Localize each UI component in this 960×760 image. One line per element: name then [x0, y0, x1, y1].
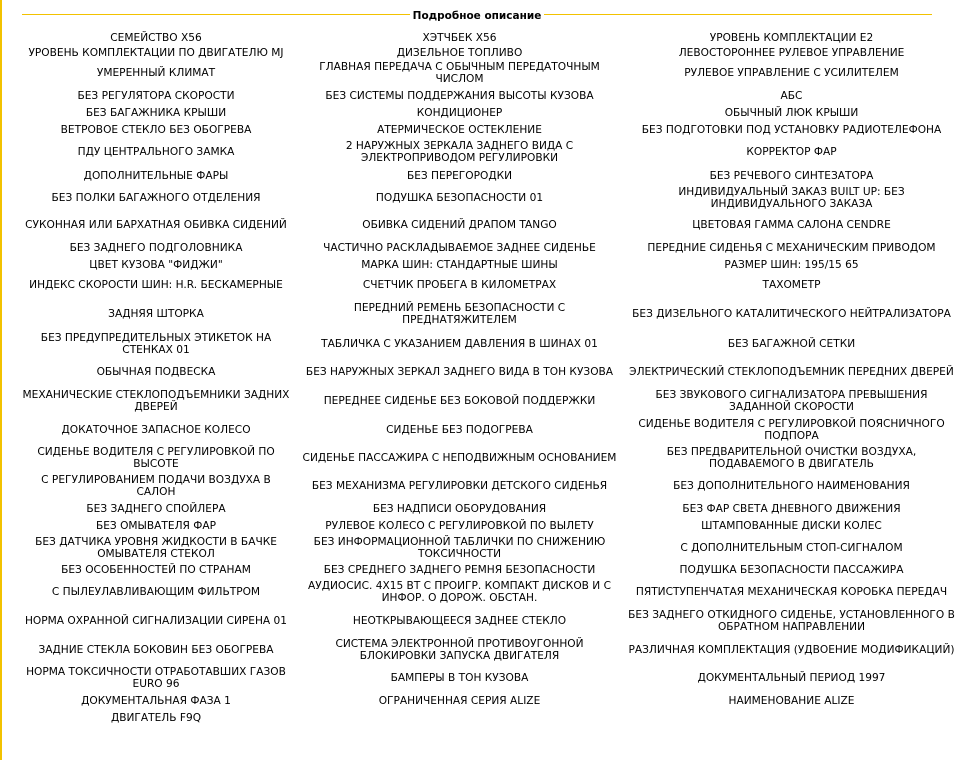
table-row — [18, 239, 958, 257]
spec-cell: ЛЕВОСТОРОННЕЕ РУЛЕВОЕ УПРАВЛЕНИЕ — [678, 47, 905, 59]
table-row — [18, 257, 958, 272]
spec-cell: УРОВЕНЬ КОМПЛЕКТАЦИИ ПО ДВИГАТЕЛЮ MJ — [28, 47, 284, 59]
table-row — [18, 578, 958, 606]
spec-cell: АУДИОСИС. 4X15 ВТ С ПРОИГР. КОМПАКТ ДИСКОВ И С ИНФОР. О ДОРОЖ. ОБСТАН. — [308, 580, 611, 605]
section-title: Подробное описание — [410, 10, 545, 22]
spec-cell: ВЕТРОВОЕ СТЕКЛО БЕЗ ОБОГРЕВА — [60, 123, 252, 136]
spec-cell: ЦВЕТОВАЯ ГАММА САЛОНА CENDRE — [692, 219, 891, 232]
table-row — [18, 357, 958, 386]
spec-cell: ЭЛЕКТРИЧЕСКИЙ СТЕКЛОПОДЪЕМНИК ПЕРЕДНИХ ДВЕРЕЙ — [629, 365, 954, 378]
table-row — [18, 692, 958, 710]
spec-cell: ПДУ ЦЕНТРАЛЬНОГО ЗАМКА — [77, 146, 235, 159]
spec-cell: СИДЕНЬЕ ВОДИТЕЛЯ С РЕГУЛИРОВКОЙ ПО ВЫСОТЕ — [37, 446, 275, 471]
spec-cell: ПОДУШКА БЕЗОПАСНОСТИ ПАССАЖИРА — [679, 563, 904, 576]
spec-cell: НОРМА ТОКСИЧНОСТИ ОТРАБОТАВШИХ ГАЗОВ EURO 96 — [26, 666, 286, 691]
table-row — [18, 444, 958, 472]
spec-cell: БЕЗ РЕЧЕВОГО СИНТЕЗАТОРА — [709, 169, 874, 182]
spec-cell: РУЛЕВОЕ КОЛЕСО С РЕГУЛИРОВКОЙ ПО ВЫЛЕТУ — [325, 519, 594, 532]
spec-cell: ПЕРЕДНИЕ СИДЕНЬЯ С МЕХАНИЧЕСКИМ ПРИВОДОМ — [647, 242, 936, 255]
spec-cell: БЕЗ ЗАДНЕГО ОТКИДНОГО СИДЕНЬЕ, УСТАНОВЛЕННОГО В ОБРАТНОМ НАПРАВЛЕНИИ — [628, 608, 955, 633]
spec-cell: ОБЫЧНЫЙ ЛЮК КРЫШИ — [724, 107, 859, 120]
table-row — [18, 30, 958, 47]
spec-cell: ПЯТИСТУПЕНЧАТАЯ МЕХАНИЧЕСКАЯ КОРОБКА ПЕРЕДАЧ — [635, 586, 948, 599]
spec-cell: СЕМЕЙСТВО X56 — [110, 32, 202, 45]
spec-cell: ДОКАТОЧНОЕ ЗАПАСНОЕ КОЛЕСО — [61, 424, 251, 437]
table-row — [18, 330, 958, 357]
table-row — [18, 500, 958, 517]
table-row — [18, 272, 958, 298]
table-row — [18, 138, 958, 166]
spec-cell: ЧАСТИЧНО РАСКЛАДЫВАЕМОЕ ЗАДНЕЕ СИДЕНЬЕ — [323, 242, 596, 255]
spec-cell: ОБЫЧНАЯ ПОДВЕСКА — [96, 365, 216, 378]
spec-cell: ДОКУМЕНТАЛЬНАЯ ФАЗА 1 — [81, 695, 231, 708]
section-header — [22, 8, 932, 20]
spec-cell: БЕЗ ЗАДНЕГО ПОДГОЛОВНИКА — [69, 242, 243, 255]
spec-cell: МАРКА ШИН: СТАНДАРТНЫЕ ШИНЫ — [361, 258, 558, 271]
spec-cell: ШТАМПОВАННЫЕ ДИСКИ КОЛЕС — [701, 519, 882, 532]
table-row — [18, 710, 958, 725]
spec-cell: БЕЗ ПОЛКИ БАГАЖНОГО ОТДЕЛЕНИЯ — [51, 192, 261, 205]
spec-cell: СЧЕТЧИК ПРОБЕГА В КИЛОМЕТРАХ — [362, 279, 557, 292]
spec-cell: РАЗЛИЧНАЯ КОМПЛЕКТАЦИЯ (УДВОЕНИЕ МОДИФИКАЦИЙ) — [628, 643, 955, 656]
table-row — [18, 472, 958, 500]
spec-cell: БЕЗ БАГАЖНОЙ СЕТКИ — [727, 337, 856, 350]
table-row — [18, 166, 958, 185]
table-row — [18, 635, 958, 664]
spec-cell: БЕЗ НАДПИСИ ОБОРУДОВАНИЯ — [372, 502, 547, 515]
table-row — [18, 47, 958, 59]
spec-cell: С РЕГУЛИРОВАНИЕМ ПОДАЧИ ВОЗДУХА В САЛОН — [41, 474, 271, 499]
table-row — [18, 534, 958, 561]
spec-cell: УРОВЕНЬ КОМПЛЕКТАЦИИ E2 — [709, 32, 874, 45]
spec-cell: РУЛЕВОЕ УПРАВЛЕНИЕ С УСИЛИТЕЛЕМ — [684, 67, 899, 80]
spec-cell: БЕЗ ДАТЧИКА УРОВНЯ ЖИДКОСТИ В БАЧКЕ ОМЫВАТЕЛЯ СТЕКОЛ — [35, 535, 277, 560]
spec-cell: ЗАДНЯЯ ШТОРКА — [108, 308, 204, 321]
spec-cell: ОБИВКА СИДЕНИЙ ДРАПОМ TANGO — [362, 219, 557, 232]
spec-cell: МЕХАНИЧЕСКИЕ СТЕКЛОПОДЪЕМНИКИ ЗАДНИХ ДВЕРЕЙ — [22, 389, 290, 414]
spec-cell — [625, 710, 958, 725]
spec-cell: БЕЗ ДИЗЕЛЬНОГО КАТАЛИТИЧЕСКОГО НЕЙТРАЛИЗАТОРА — [632, 308, 951, 321]
spec-cell: БЕЗ ЗАДНЕГО СПОЙЛЕРА — [86, 502, 226, 515]
spec-cell: ГЛАВНАЯ ПЕРЕДАЧА С ОБЫЧНЫМ ПЕРЕДАТОЧНЫМ ЧИСЛОМ — [319, 61, 600, 86]
table-row — [18, 664, 958, 692]
spec-cell: ИНДИВИДУАЛЬНЫЙ ЗАКАЗ BUILT UP: БЕЗ ИНДИВИДУАЛЬНОГО ЗАКАЗА — [678, 186, 905, 211]
table-row — [18, 561, 958, 578]
spec-cell: АБС — [780, 90, 803, 103]
spec-cell: БЕЗ ЗВУКОВОГО СИГНАЛИЗАТОРА ПРЕВЫШЕНИЯ ЗАДАННОЙ СКОРОСТИ — [655, 389, 928, 414]
table-row — [18, 298, 958, 330]
table-row — [18, 87, 958, 105]
spec-cell: ЗАДНИЕ СТЕКЛА БОКОВИН БЕЗ ОБОГРЕВА — [38, 643, 274, 656]
spec-cell: БЕЗ ПРЕДУПРЕДИТЕЛЬНЫХ ЭТИКЕТОК НА СТЕНКАХ 01 — [40, 331, 272, 356]
spec-cell: ПЕРЕДНЕЕ СИДЕНЬЕ БЕЗ БОКОВОЙ ПОДДЕРЖКИ — [323, 395, 596, 408]
table-row — [18, 59, 958, 87]
spec-cell: ИНДЕКС СКОРОСТИ ШИН: H.R. БЕСКАМЕРНЫЕ — [29, 279, 283, 292]
spec-cell: ДИЗЕЛЬНОЕ ТОПЛИВО — [396, 47, 523, 59]
spec-cell: КОНДИЦИОНЕР — [416, 107, 503, 120]
spec-table-body — [18, 30, 958, 725]
spec-cell: ПОДУШКА БЕЗОПАСНОСТИ 01 — [375, 192, 544, 205]
table-row — [18, 606, 958, 635]
spec-cell: НОРМА ОХРАННОЙ СИГНАЛИЗАЦИИ СИРЕНА 01 — [24, 614, 288, 627]
spec-cell: БЕЗ ОСОБЕННОСТЕЙ ПО СТРАНАМ — [61, 563, 251, 576]
spec-cell: БЕЗ БАГАЖНИКА КРЫШИ — [85, 107, 227, 120]
spec-cell: СИДЕНЬЕ БЕЗ ПОДОГРЕВА — [386, 424, 533, 437]
spec-cell: БЕЗ НАРУЖНЫХ ЗЕРКАЛ ЗАДНЕГО ВИДА В ТОН КУЗОВА — [305, 365, 614, 378]
spec-table — [18, 30, 958, 725]
spec-cell: БЕЗ ОМЫВАТЕЛЯ ФАР — [95, 519, 217, 532]
table-row — [18, 386, 958, 416]
spec-cell: БЕЗ ПОДГОТОВКИ ПОД УСТАНОВКУ РАДИОТЕЛЕФОНА — [641, 123, 942, 136]
spec-cell: АТЕРМИЧЕСКОЕ ОСТЕКЛЕНИЕ — [377, 123, 542, 136]
spec-cell: БЕЗ ИНФОРМАЦИОННОЙ ТАБЛИЧКИ ПО СНИЖЕНИЮ ТОКСИЧНОСТИ — [313, 535, 606, 560]
spec-cell: НАИМЕНОВАНИЕ ALIZE — [728, 695, 855, 708]
spec-cell: ХЭТЧБЕК X56 — [422, 32, 497, 45]
table-row — [18, 121, 958, 138]
spec-cell: КОРРЕКТОР ФАР — [746, 146, 837, 159]
spec-cell: НЕОТКРЫВАЮЩЕЕСЯ ЗАДНЕЕ СТЕКЛО — [352, 614, 567, 627]
spec-cell: ТАБЛИЧКА С УКАЗАНИЕМ ДАВЛЕНИЯ В ШИНАХ 01 — [321, 337, 598, 350]
table-row — [18, 517, 958, 534]
spec-cell: БЕЗ ФАР СВЕТА ДНЕВНОГО ДВИЖЕНИЯ — [682, 502, 901, 515]
table-row — [18, 105, 958, 121]
spec-cell: ОГРАНИЧЕННАЯ СЕРИЯ ALIZE — [378, 695, 541, 708]
spec-cell: УМЕРЕННЫЙ КЛИМАТ — [96, 67, 216, 80]
table-row — [18, 185, 958, 211]
spec-cell: ТАХОМЕТР — [762, 279, 821, 292]
spec-cell: СУКОННАЯ ИЛИ БАРХАТНАЯ ОБИВКА СИДЕНИЙ — [25, 219, 287, 232]
spec-cell: БЕЗ МЕХАНИЗМА РЕГУЛИРОВКИ ДЕТСКОГО СИДЕНЬЯ — [311, 480, 608, 493]
spec-cell: ПЕРЕДНИЙ РЕМЕНЬ БЕЗОПАСНОСТИ С ПРЕДНАТЯЖИТЕЛЕМ — [353, 302, 566, 327]
spec-cell: ДВИГАТЕЛЬ F9Q — [110, 711, 202, 724]
spec-cell: БАМПЕРЫ В ТОН КУЗОВА — [390, 672, 529, 685]
table-row — [18, 416, 958, 444]
spec-cell: СИДЕНЬЕ ВОДИТЕЛЯ С РЕГУЛИРОВКОЙ ПОЯСНИЧНОГО ПОДПОРА — [638, 418, 945, 443]
spec-cell: БЕЗ ДОПОЛНИТЕЛЬНОГО НАИМЕНОВАНИЯ — [673, 480, 910, 493]
spec-cell: БЕЗ ПЕРЕГОРОДКИ — [406, 169, 513, 182]
spec-cell: БЕЗ СРЕДНЕГО ЗАДНЕГО РЕМНЯ БЕЗОПАСНОСТИ — [323, 563, 596, 576]
spec-cell: СИСТЕМА ЭЛЕКТРОННОЙ ПРОТИВОУГОННОЙ БЛОКИРОВКИ ЗАПУСКА ДВИГАТЕЛЯ — [335, 637, 584, 662]
spec-cell: РАЗМЕР ШИН: 195/15 65 — [724, 258, 859, 271]
table-row — [18, 211, 958, 239]
spec-cell: ДОКУМЕНТАЛЬНЫЙ ПЕРИОД 1997 — [697, 672, 886, 685]
spec-cell: СИДЕНЬЕ ПАССАЖИРА С НЕПОДВИЖНЫМ ОСНОВАНИЕМ — [302, 452, 617, 465]
spec-cell: ЦВЕТ КУЗОВА "ФИДЖИ" — [89, 258, 223, 271]
left-border — [0, 0, 2, 760]
spec-cell: С ДОПОЛНИТЕЛЬНЫМ СТОП-СИГНАЛОМ — [680, 541, 903, 554]
spec-cell: БЕЗ ПРЕДВАРИТЕЛЬНОЙ ОЧИСТКИ ВОЗДУХА, ПОДАВАЕМОГО В ДВИГАТЕЛЬ — [666, 446, 917, 471]
spec-cell: ДОПОЛНИТЕЛЬНЫЕ ФАРЫ — [83, 169, 229, 182]
spec-cell: БЕЗ СИСТЕМЫ ПОДДЕРЖАНИЯ ВЫСОТЫ КУЗОВА — [325, 90, 594, 103]
spec-cell: БЕЗ РЕГУЛЯТОРА СКОРОСТИ — [77, 90, 235, 103]
spec-cell — [294, 710, 625, 725]
spec-cell: 2 НАРУЖНЫХ ЗЕРКАЛА ЗАДНЕГО ВИДА С ЭЛЕКТРОПРИВОДОМ РЕГУЛИРОВКИ — [345, 140, 574, 165]
spec-cell: С ПЫЛЕУЛАВЛИВАЮЩИМ ФИЛЬТРОМ — [51, 586, 261, 599]
